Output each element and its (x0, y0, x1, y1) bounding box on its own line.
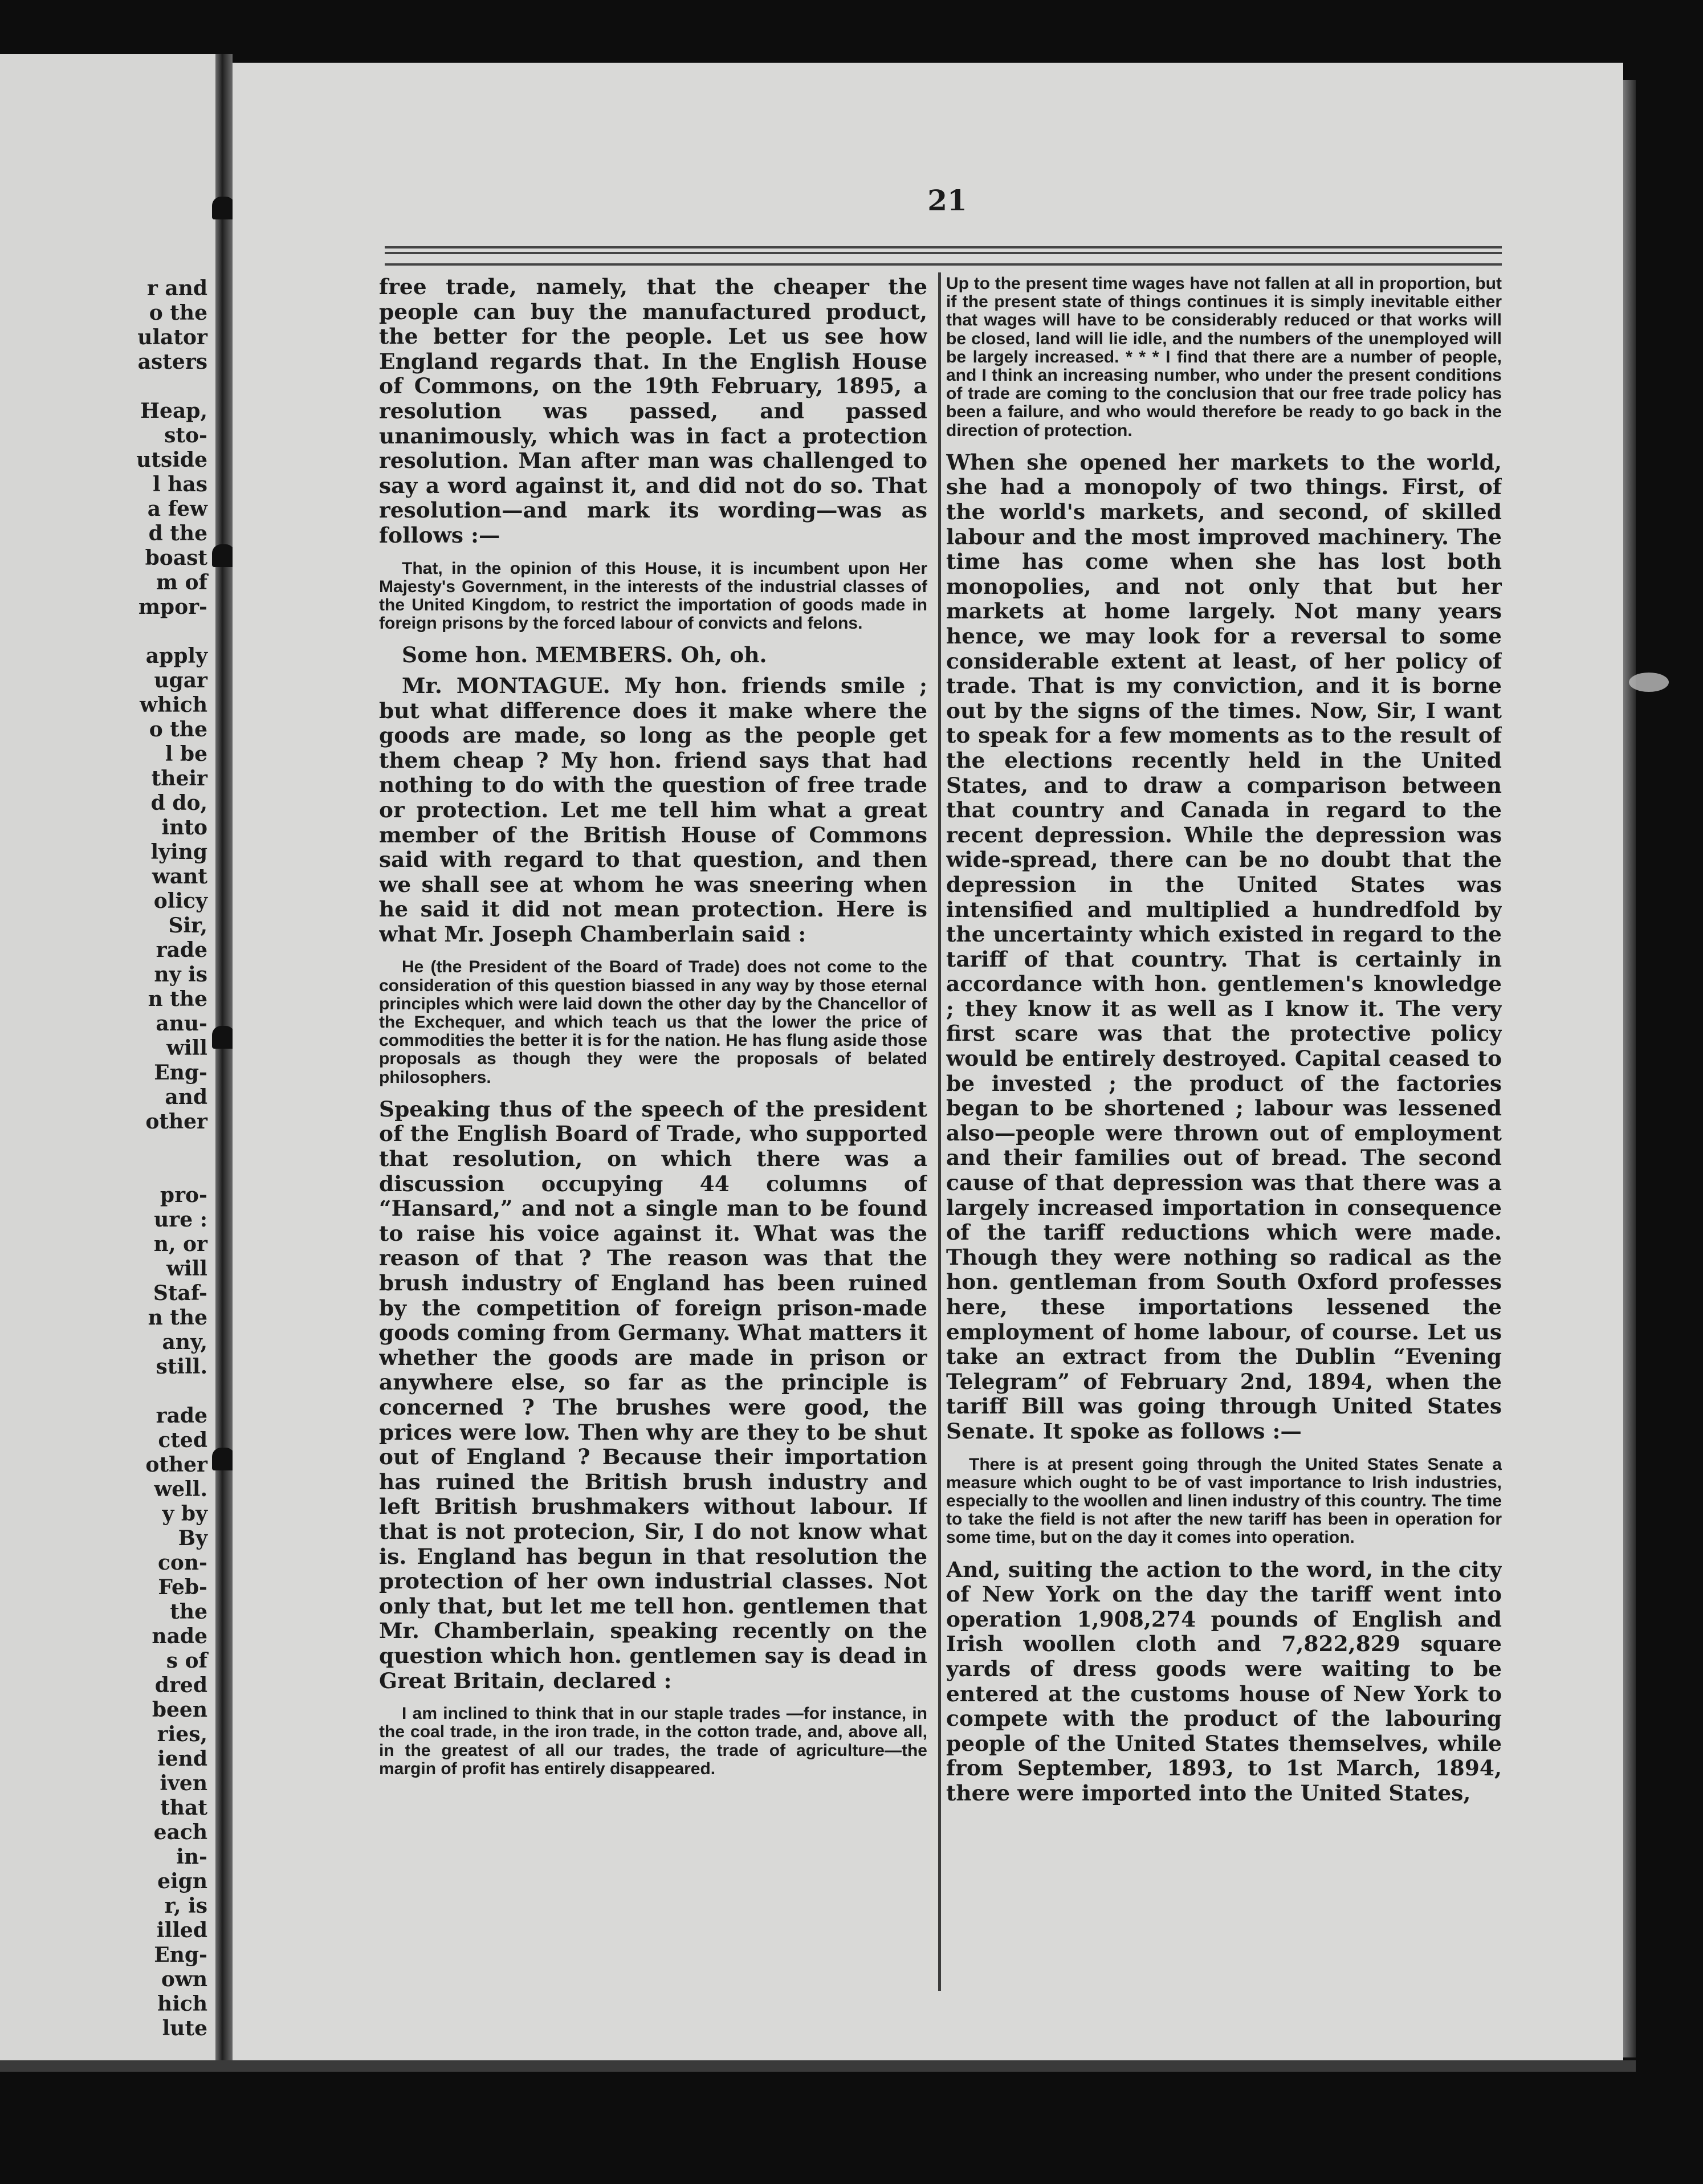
paragraph: Speaking thus of the speech of the president of the English Board of Trade, who supported that resolution, on which there was a discussion occupying 44 columns of “Hansard,” and not a single man to be found to raise his voice against it. What was the reason of that ? The reason was that the brush industry of England has been ruined by the competition of foreign prison-made goods coming from Germany. What matters it whether the goods are made in prison or anywhere else, so far as the principle is concerned ? The brushes were good, the prices were low. Then why are they to be shut out of England ? Because their importation has ruined the British brush industry and left British brushmakers without labour. If that is not protecion, Sir, I do not know what is. England has begun in that resolution the protection of her own industrial classes. Not only that, but let me tell hon. gentlemen that Mr. Chamberlain, speaking recently on the question which hon. gentlemen say is dead in Great Britain, declared : (379, 1096, 927, 1693)
block-quote: He (the President of the Board of Trade) does not come to the consideration of this question biassed in any way by those eternal principles which were laid down the other day by the Chancellor of the Exchequer, and which teach us that the lower the price of commodities the better it is for the nation. He has flung aside those proposals as though they were the proposals of belated philosophers. (379, 957, 927, 1087)
binding-stitch-mark (212, 1448, 235, 1470)
binding-stitch-mark (212, 197, 235, 219)
binding-stitch-mark (212, 1026, 235, 1049)
block-quote: I am inclined to think that in our staple trades —for instance, in the coal trade, in the iron trade, in the cotton trade, and, above all, in the greatest of all our trades, the trade of agriculture—the margin of profit has entirely disappeared. (379, 1704, 927, 1778)
page-bottom-edge (0, 2060, 1636, 2072)
previous-page-edge (0, 54, 215, 2060)
binding-stitch-mark (212, 544, 235, 567)
page-number: 21 (927, 184, 967, 217)
page-edge-shadow (1623, 80, 1636, 2057)
column-divider (938, 272, 941, 1991)
paper-mark (1629, 673, 1669, 692)
right-column (946, 275, 1502, 1996)
header-rule (385, 263, 1502, 266)
previous-page-text-fragment: r and o the ulator asters Heap, sto- utside l has a few d the boast m of mpor- apply ugar which o the l be their d do, into lying want olicy Sir, rade ny is n the anu- will Eng- and other pro- ure : n, or will Staf- n the any, still. rade cted other well. y by By con- Feb- the nade s of dred been ries, iend iven that each in- eign r, is illed Eng- own hich lute (136, 276, 207, 2040)
block-quote: That, in the opinion of this House, it is incumbent upon Her Majesty's Government, in the interests of the industrial classes of the United Kingdom, to restrict the importation of goods made in foreign prisons by the forced labour of convicts and felons. (379, 559, 927, 633)
header-rule (385, 246, 1502, 248)
paragraph: free trade, namely, that the cheaper the people can buy the manufactured product, the better for the people. Let us see how England regards that. In the English House of Commons, on the 19th February, 1895, a resolution was passed, and passed unanimously, which was in fact a protection resolution. Man after man was challenged to say a word against it, and did not do so. That resolution—and mark its wording—was as follows :— (379, 275, 927, 548)
paragraph: When she opened her markets to the world, she had a monopoly of two things. First, of the world's markets, and second, of skilled labour and the most improved machinery. The time has come when she has lost both monopolies, and not only that but her markets at home largely. Not many years hence, we may look for a reversal to some considerable extent at least, of her policy of trade. That is my conviction, and it is borne out by the signs of the times. Now, Sir, I want to speak for a few moments as to the result of the elections recently held in the United States, and to draw a comparison between that country and Canada in regard to the recent depression. While the depression was wide-spread, there can be no doubt that the depression in the United States was intensified and multiplied a hundredfold by the uncertainty which existed in regard to the tariff of that country. That is certainly in accordance with hon. gentlemen's knowledge ; they know it as well as I know it. The very first scare was that the protective policy would be entirely destroyed. Capital ceased to be invested ; the product of the factories began to be shortened ; labour was lessened also—people were thrown out of employment and their families out of bread. The second cause of that depression was that there was a largely increased importation in consequence of the tariff reductions which were made. Though they were nothing so radical as the hon. gentleman from South Oxford professes here, these importations lessened the employment of home labour, of course. Let us take an extract from the Dublin “Evening Telegram” of February 2nd, 1894, when the tariff Bill was going through United States Senate. It spoke as follows :— (946, 449, 1502, 1444)
block-quote: Up to the present time wages have not fallen at all in proportion, but if the present state of things continues it is simply inevitable either that wages will have to be considerably reduced or that works will be closed, land will lie idle, and the numbers of the unemployed will be largely increased. * * * I find that there are a number of people, and I think an increasing number, who under the present conditions of trade are coming to the conclusion that our free trade policy has been a failure, and who would therefore be ready to go back in the direction of protection. (946, 275, 1502, 440)
block-quote: There is at present going through the United States Senate a measure which ought to be of vast importance to Irish industries, especially to the woollen and linen industry of this country. The time to take the field is not after the new tariff has been in operation for some time, but on the day it comes into operation. (946, 1454, 1502, 1547)
paragraph: And, suiting the action to the word, in the city of New York on the day the tariff went into operation 1,908,274 pounds of English and Irish woollen cloth and 7,822,829 square yards of dress goods were waiting to be entered at the customs house of New York to compete with the product of the labouring people of the United States themselves, while from September, 1893, to 1st March, 1894, there were imported into the United States, (946, 1556, 1502, 1806)
book-gutter (215, 54, 233, 2060)
paragraph: Some hon. MEMBERS. Oh, oh. (402, 642, 767, 668)
paragraph: Mr. MONTAGUE. My hon. friends smile ; but what difference does it make where the goods are made, so long as the people get them cheap ? My hon. friend says that had nothing to do with the question of free trade or protection. Let me tell him what a great member of the British House of Commons said with regard to that question, and then we shall see at whom he was sneering when he said it did not mean protection. Here is what Mr. Joseph Chamberlain said : (379, 673, 927, 947)
left-column (379, 275, 927, 1996)
header-rule (385, 252, 1502, 254)
